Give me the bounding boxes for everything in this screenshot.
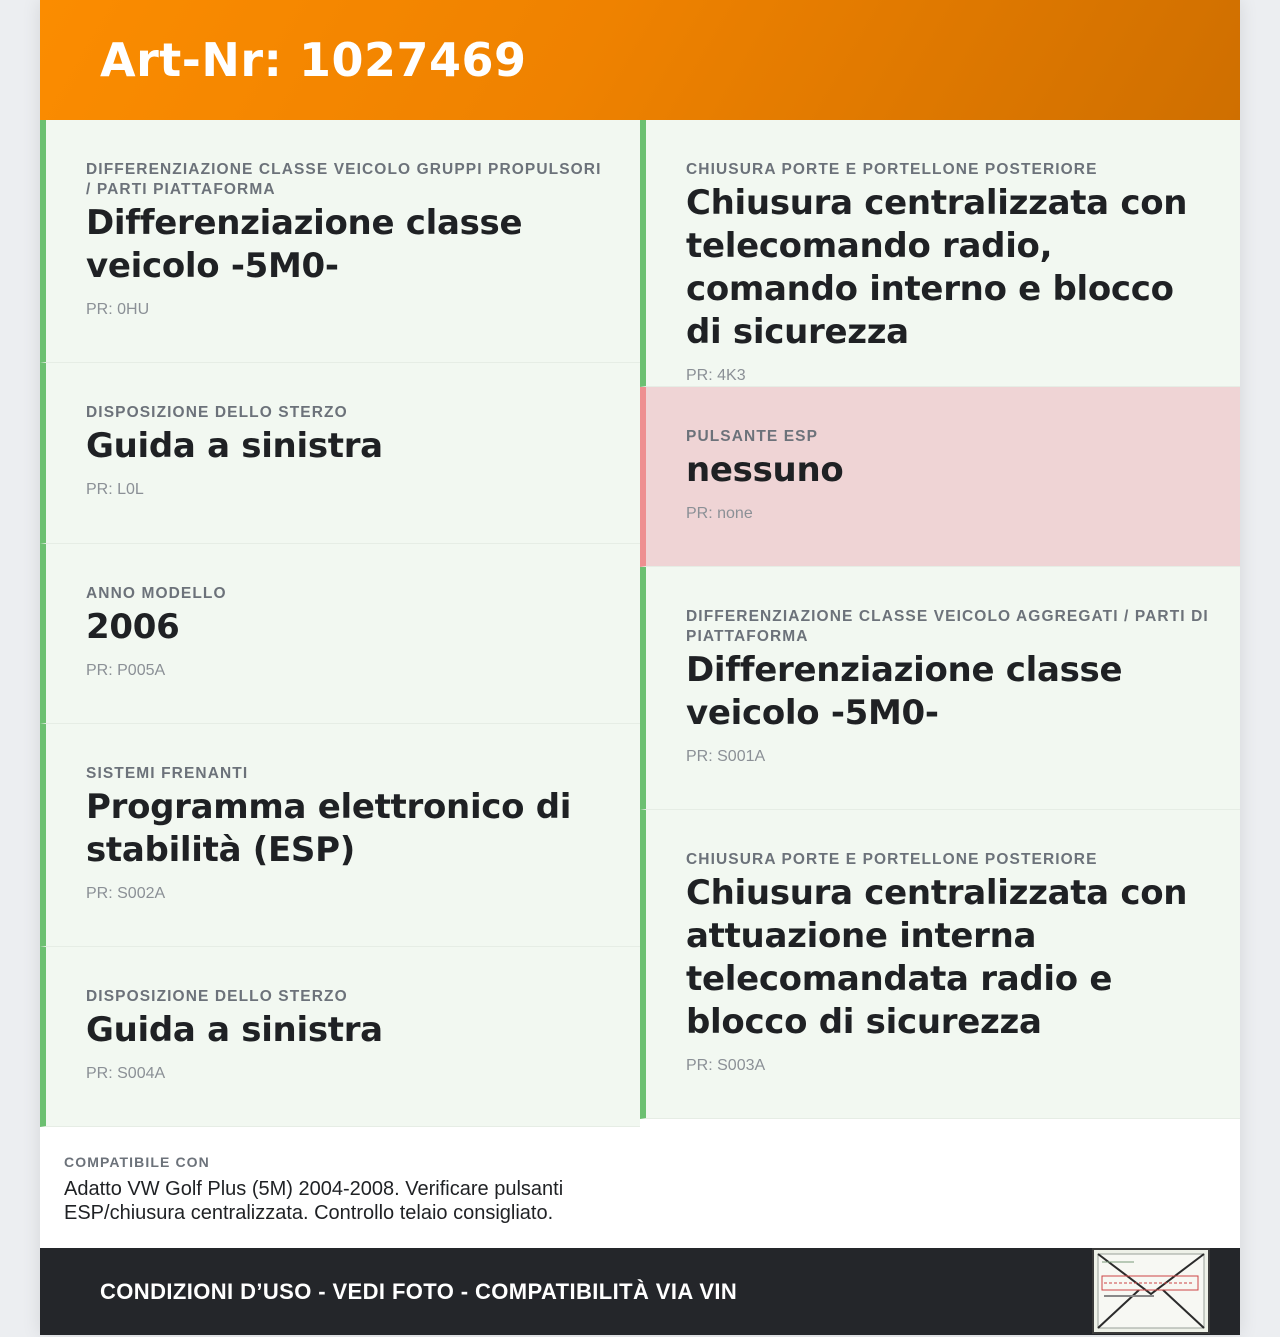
spec-card-central-locking-2 [640, 810, 1240, 1119]
compatibility-label: COMPATIBILE CON [64, 1154, 210, 1170]
spec-card-aggregates-class [640, 567, 1240, 810]
spec-grid [40, 120, 1240, 1249]
spec-pr-code: PR: S003A [686, 1057, 766, 1074]
footer-text: CONDIZIONI D’USO - VEDI FOTO - COMPATIBILITÀ VIA VIN [100, 1278, 738, 1304]
spec-card-esp-button [640, 387, 1240, 567]
spec-category: ANNO MODELLO [86, 585, 227, 602]
spec-sheet [40, 0, 1240, 1335]
spec-value: Guida a sinistra [86, 426, 383, 466]
left-column [40, 120, 640, 1249]
spec-category: CHIUSURA PORTE E PORTELLONE POSTERIORE [686, 161, 1098, 178]
spec-pr-code: PR: P005A [86, 662, 166, 679]
spec-card-model-year [40, 544, 640, 724]
spec-category: DIFFERENZIAZIONE CLASSE VEICOLO AGGREGATI / PARTI DI PIATTAFORMA [686, 608, 1209, 645]
spec-value: Chiusura centralizzata con attuazione interna telecomandata radio e blocco di sicurezza [686, 873, 1188, 1042]
spec-card-central-locking [640, 120, 1240, 387]
spec-card-brakes [40, 724, 640, 947]
spec-pr-code: PR: S004A [86, 1065, 166, 1082]
spec-value: Differenziazione classe veicolo -5M0- [686, 650, 1123, 733]
spec-category: DISPOSIZIONE DELLO STERZO [86, 404, 348, 421]
spec-value: Guida a sinistra [86, 1010, 383, 1050]
spec-card-steering-2 [40, 947, 640, 1127]
envelope-icon [1094, 1250, 1208, 1332]
spec-value: nessuno [686, 450, 844, 490]
spec-category: DISPOSIZIONE DELLO STERZO [86, 988, 348, 1005]
spec-pr-code: PR: 0HU [86, 301, 150, 318]
spec-pr-code: PR: none [686, 505, 753, 522]
spec-card-vehicle-class [40, 120, 640, 363]
spec-card-steering [40, 363, 640, 544]
spec-value: Programma elettronico di stabilità (ESP) [86, 787, 572, 870]
spec-pr-code: PR: 4K3 [686, 367, 746, 384]
spec-value: Chiusura centralizzata con telecomando radio, comando interno e blocco di sicurezza [686, 183, 1188, 352]
spec-value: Differenziazione classe veicolo -5M0- [86, 203, 523, 286]
spec-pr-code: PR: L0L [86, 481, 144, 498]
spec-category: DIFFERENZIAZIONE CLASSE VEICOLO GRUPPI PROPULSORI / PARTI PIATTAFORMA [86, 161, 602, 198]
envelope-stamp-icon [1092, 1248, 1210, 1334]
spec-category: CHIUSURA PORTE E PORTELLONE POSTERIORE [686, 851, 1098, 868]
article-number-title: Art-Nr: 1027469 [100, 33, 527, 87]
compatibility-box [40, 1127, 640, 1249]
spec-category: SISTEMI FRENANTI [86, 765, 249, 782]
footer-bar [40, 1248, 1240, 1335]
spec-value: 2006 [86, 607, 180, 647]
compatibility-text: Adatto VW Golf Plus (5M) 2004-2008. Verificare pulsanti ESP/chiusura centralizzata. Controllo telaio consigliato. [64, 1178, 564, 1224]
right-column [640, 120, 1240, 1119]
header-bar [40, 0, 1240, 120]
spec-pr-code: PR: S001A [686, 748, 766, 765]
spec-category: PULSANTE ESP [686, 428, 819, 445]
spec-pr-code: PR: S002A [86, 885, 166, 902]
